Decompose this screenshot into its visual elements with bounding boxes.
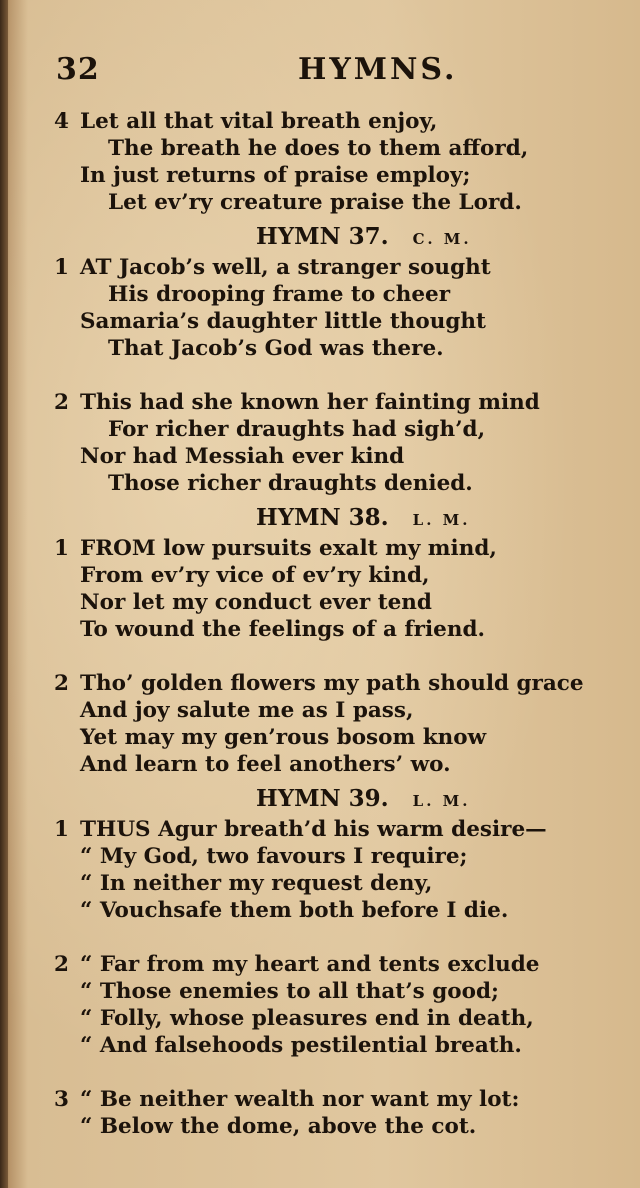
verse-line: This had she known her fainting mind xyxy=(80,390,540,415)
verse-line: And learn to feel anothers’ wo. xyxy=(80,752,451,777)
verse-line: “ My God, two favours I require; xyxy=(80,844,468,869)
hymn-meter: C. M. xyxy=(412,230,472,248)
hymn-heading xyxy=(0,220,640,254)
verse-number: 3 xyxy=(54,1087,69,1112)
verse-line: Let ev’ry creature praise the Lord. xyxy=(108,190,522,215)
hymn-title: HYMN 38. xyxy=(256,504,389,531)
verse xyxy=(0,1086,640,1140)
page-number: 32 xyxy=(56,52,100,87)
verse-line: Nor let my conduct ever tend xyxy=(80,590,432,615)
running-head: HYMNS. xyxy=(298,52,458,87)
verse-line: For richer draughts had sigh’d, xyxy=(108,417,486,442)
verse-number: 2 xyxy=(54,671,69,696)
stanza-gap xyxy=(0,643,640,670)
verse-line: Nor had Messiah ever kind xyxy=(80,444,405,469)
verse-line: And joy salute me as I pass, xyxy=(80,698,414,723)
hymn-meter: L. M. xyxy=(412,792,471,810)
verse-number: 1 xyxy=(54,817,69,842)
verse-line: “ Far from my heart and tents exclude xyxy=(80,952,540,977)
page-header xyxy=(0,52,640,92)
verse-number: 2 xyxy=(54,390,69,415)
verse-line: To wound the feelings of a friend. xyxy=(80,617,485,642)
verse-line: Tho’ golden flowers my path should grace xyxy=(80,671,584,696)
verse-number: 4 xyxy=(54,109,69,134)
hymn-title: HYMN 37. xyxy=(256,223,389,250)
verse xyxy=(0,254,640,362)
verse-line: “ Be neither wealth nor want my lot: xyxy=(80,1087,520,1112)
verse-line: “ Vouchsafe them both before I die. xyxy=(80,898,509,923)
verse-line: “ Below the dome, above the cot. xyxy=(80,1114,477,1139)
verse xyxy=(0,951,640,1059)
verse-line: Samaria’s daughter little thought xyxy=(80,309,486,334)
verse-line: AT Jacob’s well, a stranger sought xyxy=(80,255,491,280)
hymn-title: HYMN 39. xyxy=(256,785,389,812)
verse-line: His drooping frame to cheer xyxy=(108,282,451,307)
verse-line: Let all that vital breath enjoy, xyxy=(80,109,438,134)
verse-line: Yet may my gen’rous bosom know xyxy=(80,725,487,750)
verse-number: 1 xyxy=(54,536,69,561)
stanza-gap xyxy=(0,362,640,389)
verse-line: “ Those enemies to all that’s good; xyxy=(80,979,499,1004)
verse-line: In just returns of praise employ; xyxy=(80,163,471,188)
section-gap xyxy=(0,1140,640,1144)
stanza-gap xyxy=(0,924,640,951)
verse-line: From ev’ry vice of ev’ry kind, xyxy=(80,563,430,588)
verse-line: “ Folly, whose pleasures end in death, xyxy=(80,1006,534,1031)
hymn-heading xyxy=(0,782,640,816)
verse-line: “ In neither my request deny, xyxy=(80,871,433,896)
verse-line: FROM low pursuits exalt my mind, xyxy=(80,536,497,561)
verse-line: That Jacob’s God was there. xyxy=(108,336,444,361)
verse xyxy=(0,670,640,778)
verse-line: THUS Agur breath’d his warm desire— xyxy=(80,817,547,842)
verse xyxy=(0,816,640,924)
verse-line: The breath he does to them afford, xyxy=(108,136,529,161)
stanza-gap xyxy=(0,1059,640,1086)
verse-number: 2 xyxy=(54,952,69,977)
verse-number: 1 xyxy=(54,255,69,280)
verse xyxy=(0,108,640,216)
verse xyxy=(0,389,640,497)
hymn-meter: L. M. xyxy=(412,511,471,529)
verse-line: “ And falsehoods pestilential breath. xyxy=(80,1033,522,1058)
verse xyxy=(0,535,640,643)
hymn-heading xyxy=(0,501,640,535)
hymn-text xyxy=(0,108,640,1144)
verse-line: Those richer draughts denied. xyxy=(108,471,473,496)
